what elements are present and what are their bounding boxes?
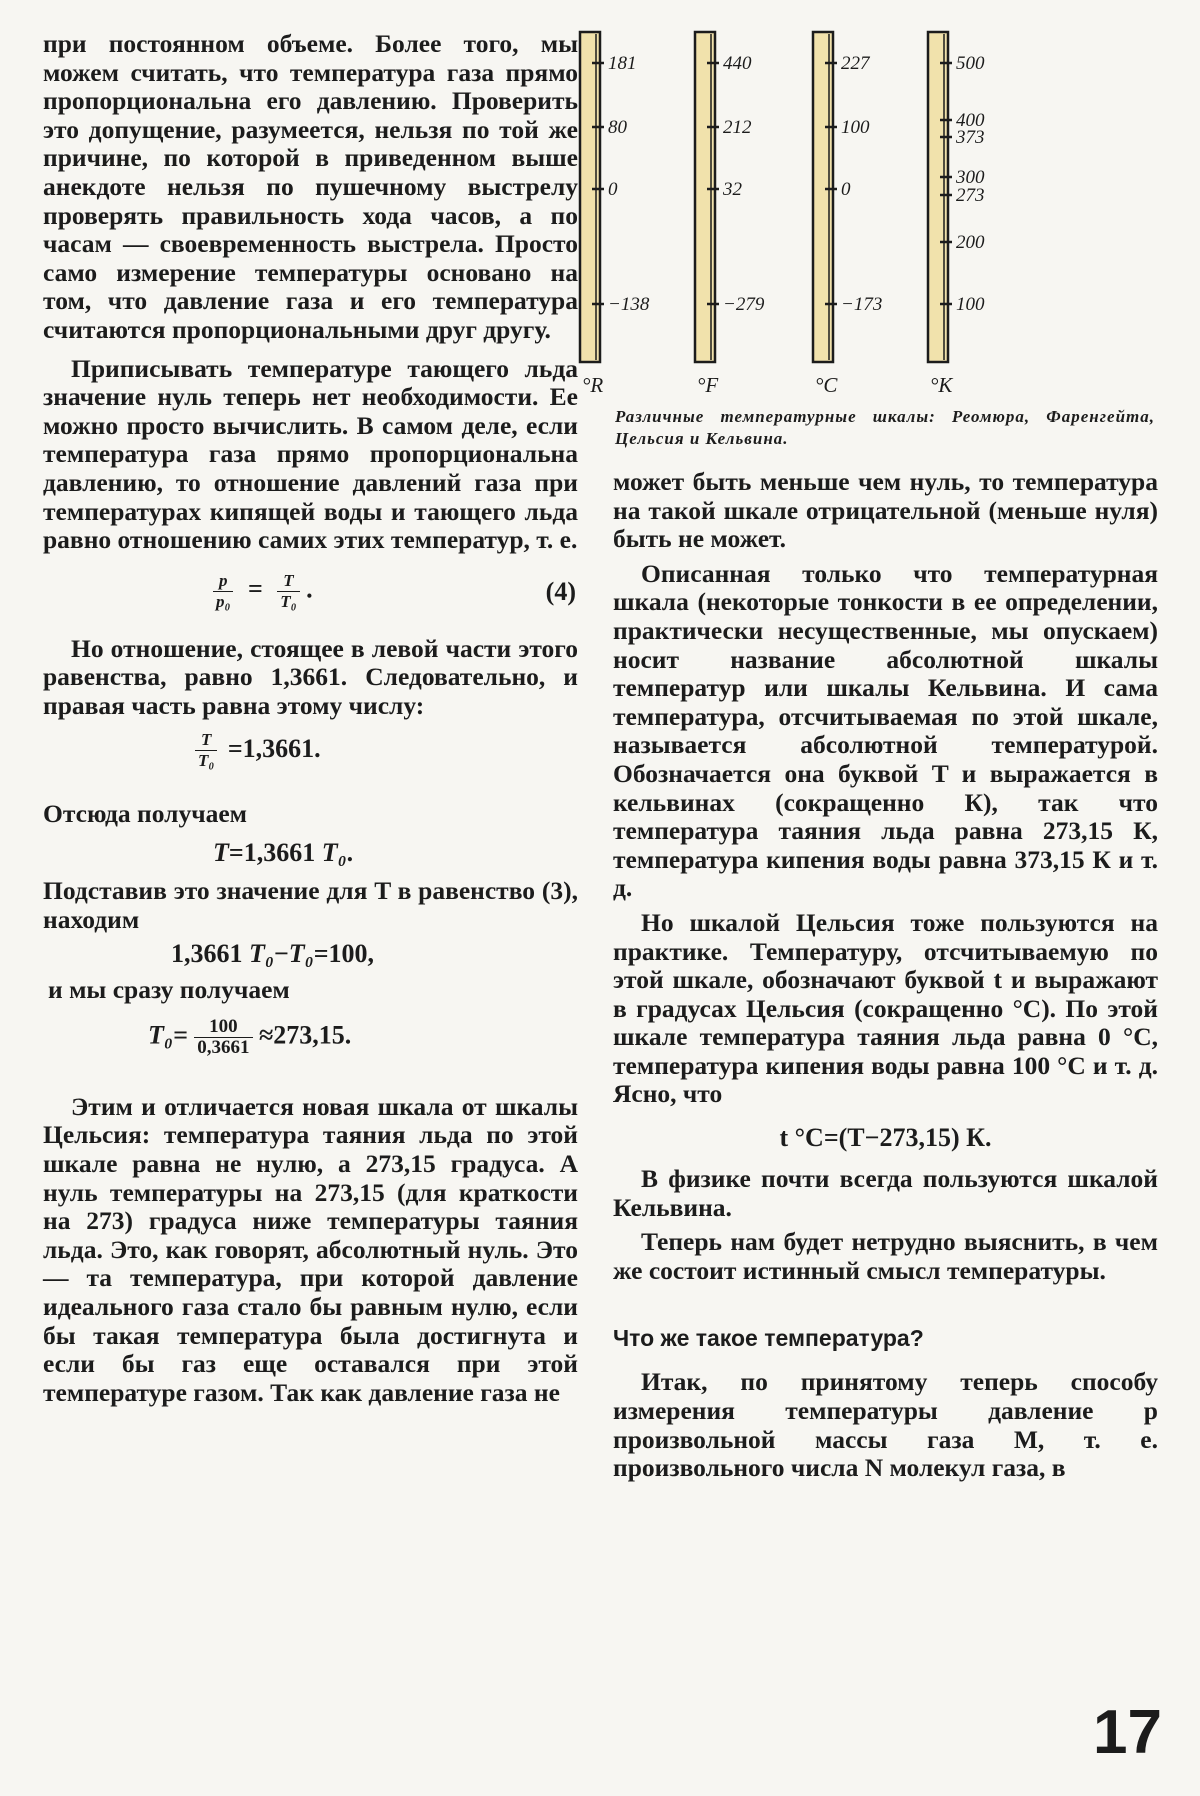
equation-9: t °C=(T−273,15) К. <box>779 1123 992 1153</box>
tick-label: 100 <box>956 294 985 315</box>
tick-label: 500 <box>956 53 985 74</box>
right-paragraph-2: Описанная только что температурная шкала (некоторые тонкости в ее определении, практически несущественные, мы опускаем) носит название абсолютной шкалы температур или шкалы Кельвина. И сама температура, отсчитываемая по этой шкале, называется абсолютной температурой. Обозначается она буквой T и выражается в кельвинах (сокращенно К), так что температура таяния льда равна 273,15 К, температура кипения воды равна 373,15 К и т. д. <box>613 558 1158 903</box>
thermometer-tube <box>928 32 948 362</box>
left-column <box>43 30 578 1407</box>
equation-6: T=1,3661 T₀. <box>213 838 354 868</box>
equation-5: $\frac{T}{\text{T₀}}$ =1,3661. <box>43 730 578 794</box>
left-paragraph-4: Отсюда получаем <box>43 799 248 829</box>
right-paragraph-5: Теперь нам будет нетрудно выяснить, в чем же состоит истинный смысл температуры. <box>613 1227 1158 1285</box>
tick-label: 212 <box>723 117 752 138</box>
scale-1 <box>695 32 765 397</box>
tick-label: 300 <box>956 167 985 188</box>
tick-label: 100 <box>841 117 870 138</box>
left-paragraph-6: и мы сразу получаем <box>48 975 290 1005</box>
temperature-scales-figure <box>560 30 1160 410</box>
left-paragraph-5: Подставив это значение для T в равенство (3), находим <box>43 876 578 934</box>
tick-label: 32 <box>723 179 742 200</box>
right-paragraph-4: В физике почти всегда пользуются шкалой Кельвина. <box>613 1164 1158 1222</box>
tick-label: 0 <box>608 179 618 200</box>
tick-label: 400 <box>956 110 985 131</box>
thermometer-tube <box>695 32 715 362</box>
tick-label: 181 <box>608 53 637 74</box>
tick-label: −279 <box>723 294 765 315</box>
scale-unit-label: °K <box>930 373 953 397</box>
page-number: 17 <box>1093 1698 1162 1767</box>
eq4-fraction-t: $\frac{T}{\text{T₀}}$ <box>277 571 299 612</box>
scale-0 <box>580 32 650 397</box>
tick-label: −138 <box>608 294 650 315</box>
scale-unit-label: °R <box>582 373 604 397</box>
thermometer-tube <box>813 32 833 362</box>
scale-2 <box>813 32 882 397</box>
right-paragraph-6: Итак, по принятому теперь способу измерения температуры давление p произвольной массы газа M, т. е. произвольного числа N молекул газа, в <box>613 1367 1158 1483</box>
tick-label: 80 <box>608 117 627 138</box>
scale-unit-label: °C <box>815 373 838 397</box>
tick-label: −173 <box>841 294 883 315</box>
equation-8: T₀= $\frac{100}{0,3661}$ ≈273,15. <box>148 1015 352 1058</box>
left-paragraph-2: Приписывать температуре тающего льда значение нуль теперь нет необходимости. Ее можно просто вычислить. В самом деле, если температура газа прямо пропорциональна давлению, то отношение давлений газа при температурах кипящей воды и тающего льда равно отношению самих этих температур, т. е. <box>43 353 578 555</box>
tick-label: 373 <box>956 127 985 148</box>
tick-label: 200 <box>956 232 985 253</box>
tick-label: 227 <box>841 53 870 74</box>
thermometer-tube <box>580 32 600 362</box>
scale-unit-label: °F <box>697 373 719 397</box>
temperature-scales-diagram <box>560 30 1160 410</box>
right-paragraph-1: может быть меньше чем нуль, то температура на такой шкале отрицательной (меньше нуля) быть не может. <box>613 467 1158 554</box>
eq4-fraction-p: $\frac{p}{\text{p₀}}$ <box>213 571 233 612</box>
left-paragraph-3: Но отношение, стоящее в левой части этого равенства, равно 1,3661. Следовательно, и правая часть равна этому числу: <box>43 633 578 720</box>
equation-number: (4) <box>545 576 576 606</box>
tick-label: 440 <box>723 53 752 74</box>
scale-3 <box>928 32 985 397</box>
equation-7: 1,3661 T₀−T₀=100, <box>171 939 375 969</box>
equation-4: $\frac{p}{\text{p₀}}$ = $\frac{T}{\text{T₀}}$ . (4) <box>43 565 578 627</box>
figure-caption: Различные температурные шкалы: Реомюра, Фаренгейта, Цельсия и Кельвина. <box>615 407 1155 448</box>
tick-label: 0 <box>841 179 851 200</box>
right-column <box>613 468 1158 1483</box>
left-paragraph-7: Этим и отличается новая шкала от шкалы Цельсия: температура таяния льда по этой шкале равна не нулю, а 273,15 градуса. А нуль температуры на 273,15 (для краткости на 273) градуса ниже температуры таяния льда. Это, как говорят, абсолютный нуль. Это — та температура, при которой давление идеального газа стало бы равным нулю, если бы такая температура была достигнута и если бы газ еще оставался при этой температуре газом. Так как давление газа не <box>43 1091 578 1407</box>
section-heading: Что же такое температура? <box>613 1325 924 1352</box>
right-paragraph-3: Но шкалой Цельсия тоже пользуются на практике. Температуру, отсчитываемую по этой шкале, обозначают буквой t и выражают в градусах Цельсия (сокращенно °С). По этой шкале температура таяния льда равна 0 °С, температура кипения воды равна 100 °С и т. д. Ясно, что <box>613 907 1158 1109</box>
tick-label: 273 <box>956 185 985 206</box>
left-paragraph-1: при постоянном объеме. Более того, мы можем считать, что температура газа прямо пропорциональна его давлению. Проверить это допущение, разумеется, нельзя по той же причине, по которой в приведенном выше анекдоте нельзя по пушечному выстрелу проверять правильность хода часов, а по часам — своевременность выстрела. Просто само измерение температуры основано на том, что давление газа и его температура считаются пропорциональными друг другу. <box>43 29 578 344</box>
